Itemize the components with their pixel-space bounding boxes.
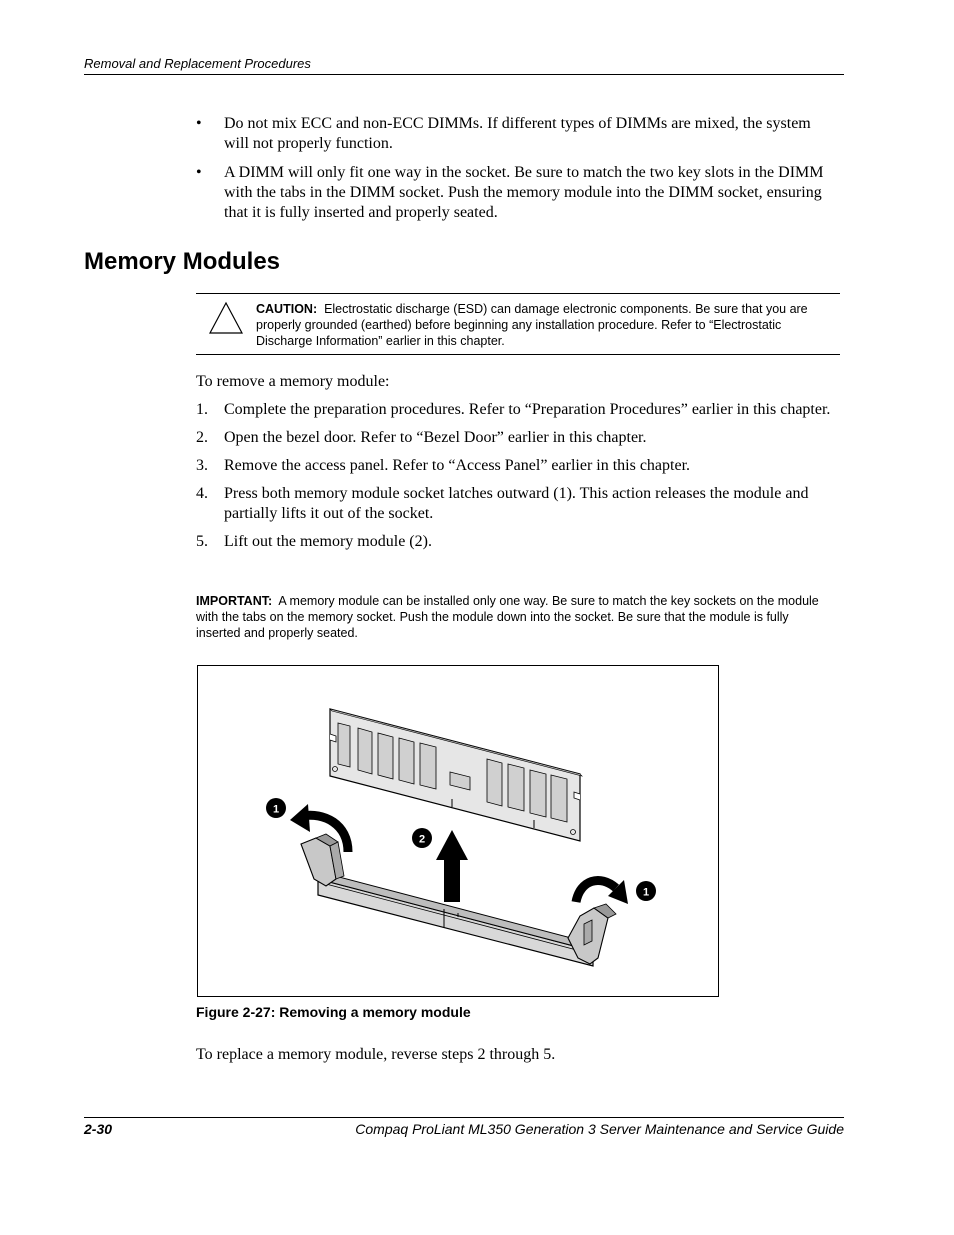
step-number: 4. — [196, 485, 208, 502]
callout-label: 1 — [642, 886, 650, 899]
bullet-item — [196, 114, 826, 154]
procedure-intro: To remove a memory module: — [196, 373, 390, 390]
important-label: IMPORTANT: — [196, 594, 273, 608]
caution-text-block — [256, 301, 836, 349]
important-text: A memory module can be installed only one way. Be sure to match the key sockets on the module with the tabs on the memory socket. Push the module down into the socket. Be sure that the module is fully inserted and properly seated. — [196, 594, 819, 640]
caution-box — [196, 293, 840, 355]
step-list — [196, 400, 836, 560]
callout-1-left — [266, 798, 286, 818]
up-arrow — [436, 830, 468, 902]
dimm-module — [330, 709, 582, 841]
step-text: Remove the access panel. Refer to “Access Panel” earlier in this chapter. — [224, 457, 691, 474]
step-text: Lift out the memory module (2). — [224, 533, 432, 550]
step-number: 5. — [196, 533, 208, 550]
guide-title: Compaq ProLiant ML350 Generation 3 Server Maintenance and Service Guide — [355, 1121, 844, 1137]
left-latch — [301, 834, 344, 886]
right-curved-arrow — [576, 880, 628, 904]
step-item — [196, 484, 836, 524]
section-title: Memory Modules — [84, 248, 281, 275]
step-item — [196, 400, 836, 420]
caution-text: Electrostatic discharge (ESD) can damage electronic components. Be sure that you are properly grounded (earthed) before beginning any installation procedure. Refer to “Electrostatic Discharge Information” earlier in this chapter. — [256, 302, 808, 348]
page-footer — [84, 1117, 844, 1137]
bullet-text: A DIMM will only fit one way in the socket. Be sure to match the two key slots in the DIMM with the tabs in the DIMM socket. Push the memory module into the DIMM socket, ensuring that it is fully inserted and properly seated. — [224, 164, 824, 221]
figure-caption: Figure 2-27: Removing a memory module — [196, 1004, 471, 1020]
step-text: Press both memory module socket latches outward (1). This action releases the module and partially lifts it out of the socket. — [224, 485, 809, 522]
callout-label: 1 — [272, 803, 280, 816]
bullet-dot: • — [196, 115, 202, 132]
step-item — [196, 532, 836, 552]
bullet-dot: • — [196, 164, 202, 181]
important-note — [196, 593, 836, 641]
step-number: 1. — [196, 401, 208, 418]
step-number: 2. — [196, 429, 208, 446]
closing-text: To replace a memory module, reverse steps 2 through 5. — [196, 1046, 556, 1063]
caution-label: CAUTION: — [256, 302, 318, 316]
step-number: 3. — [196, 457, 208, 474]
bullet-item — [196, 163, 826, 223]
figure-box — [197, 665, 719, 997]
running-head: Removal and Replacement Procedures — [84, 56, 844, 75]
bullet-text: Do not mix ECC and non-ECC DIMMs. If different types of DIMMs are mixed, the system will not properly function. — [224, 115, 811, 152]
step-text: Open the bezel door. Refer to “Bezel Door” earlier in this chapter. — [224, 429, 647, 446]
bullet-list — [196, 114, 826, 232]
step-item — [196, 428, 836, 448]
step-item — [196, 456, 836, 476]
memory-module-illustration — [198, 666, 718, 996]
step-text: Complete the preparation procedures. Refer to “Preparation Procedures” earlier in this chapter. — [224, 401, 831, 418]
callout-2 — [412, 828, 432, 848]
callout-1-right — [636, 881, 656, 901]
callout-label: 2 — [418, 833, 426, 846]
caution-triangle-icon — [208, 300, 244, 336]
page-number: 2-30 — [84, 1121, 113, 1137]
